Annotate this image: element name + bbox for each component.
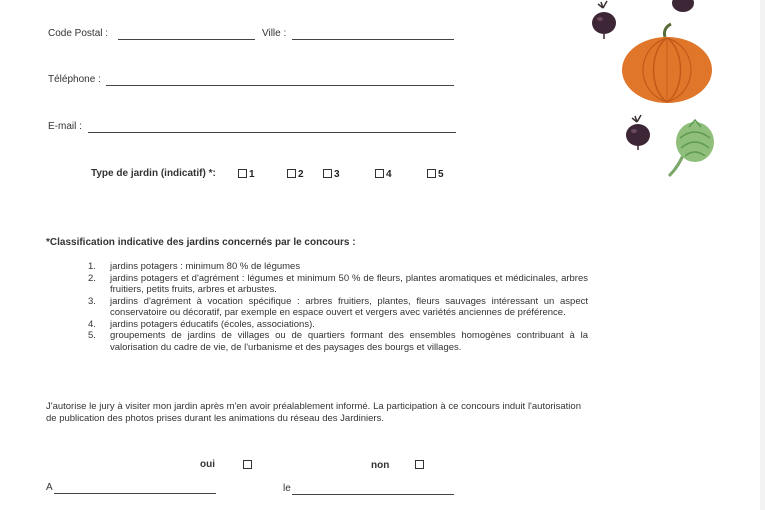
date-field[interactable] (292, 494, 454, 495)
garden-type-option-4[interactable]: 4 (375, 169, 392, 180)
postal-code-label: Code Postal : (48, 28, 109, 39)
yes-label: oui (200, 459, 215, 470)
page-edge (760, 0, 765, 510)
email-label: E-mail : (48, 121, 82, 132)
no-checkbox[interactable] (415, 460, 424, 469)
phone-field[interactable] (106, 85, 454, 86)
city-label: Ville : (262, 28, 287, 39)
list-item: 2. jardins potagers et d'agrément : légumes et minimum 50 % de fleurs, plantes aromatiques et médicinales, arbres fruitiers, petits fruits, arbres et arbustes. (88, 272, 588, 295)
garden-type-label: Type de jardin (indicatif) *: (91, 168, 216, 179)
list-item: 4. jardins potagers éducatifs (écoles, associations). (88, 318, 315, 330)
vegetable-illustration (585, 0, 760, 185)
garden-type-option-2[interactable]: 2 (287, 169, 304, 180)
email-field[interactable] (88, 132, 456, 133)
checkbox-icon[interactable] (427, 169, 436, 178)
place-label: A (46, 482, 53, 493)
beet-icon (672, 0, 694, 12)
checkbox-icon[interactable] (287, 169, 296, 178)
list-item: 5. groupements de jardins de villages ou de quartiers formant des ensembles homogènes contribuant à la valorisation du cadre de vie, de l'urbanisme et des paysages des bourgs et villages. (88, 330, 588, 353)
authorization-text: J'autorise le jury à visiter mon jardin après m'en avoir préalablement informé. La participation à ce concours induit l'autorisation de publication des photos prises durant les animations du réseau des Jardiniers. (46, 401, 581, 424)
classification-heading: *Classification indicative des jardins concernés par le concours : (46, 237, 356, 248)
beet-icon (626, 115, 650, 150)
place-field[interactable] (54, 493, 216, 494)
yes-checkbox[interactable] (243, 460, 252, 469)
date-label: le (283, 483, 291, 494)
garden-type-option-1[interactable]: 1 (238, 169, 255, 180)
postal-code-field[interactable] (118, 39, 255, 40)
phone-label: Téléphone : (48, 74, 101, 85)
checkbox-icon[interactable] (323, 169, 332, 178)
list-item: 1. jardins potagers : minimum 80 % de légumes (88, 261, 301, 272)
list-item: 3. jardins d'agrément à vocation spécifique : arbres fruitiers, plantes, fleurs sauvages intéressant un aspect conservatoire ou décoratif, par exemple en espace ouvert et vergers avec variétés anciennes de préférence. (88, 295, 588, 318)
beet-icon (592, 1, 616, 39)
no-label: non (371, 460, 390, 471)
classification-list (88, 261, 588, 353)
city-field[interactable] (292, 39, 454, 40)
garden-type-option-5[interactable]: 5 (427, 169, 444, 180)
artichoke-icon (669, 120, 714, 176)
garden-type-option-3[interactable]: 3 (323, 169, 340, 180)
checkbox-icon[interactable] (238, 169, 247, 178)
checkbox-icon[interactable] (375, 169, 384, 178)
pumpkin-icon (622, 24, 712, 103)
